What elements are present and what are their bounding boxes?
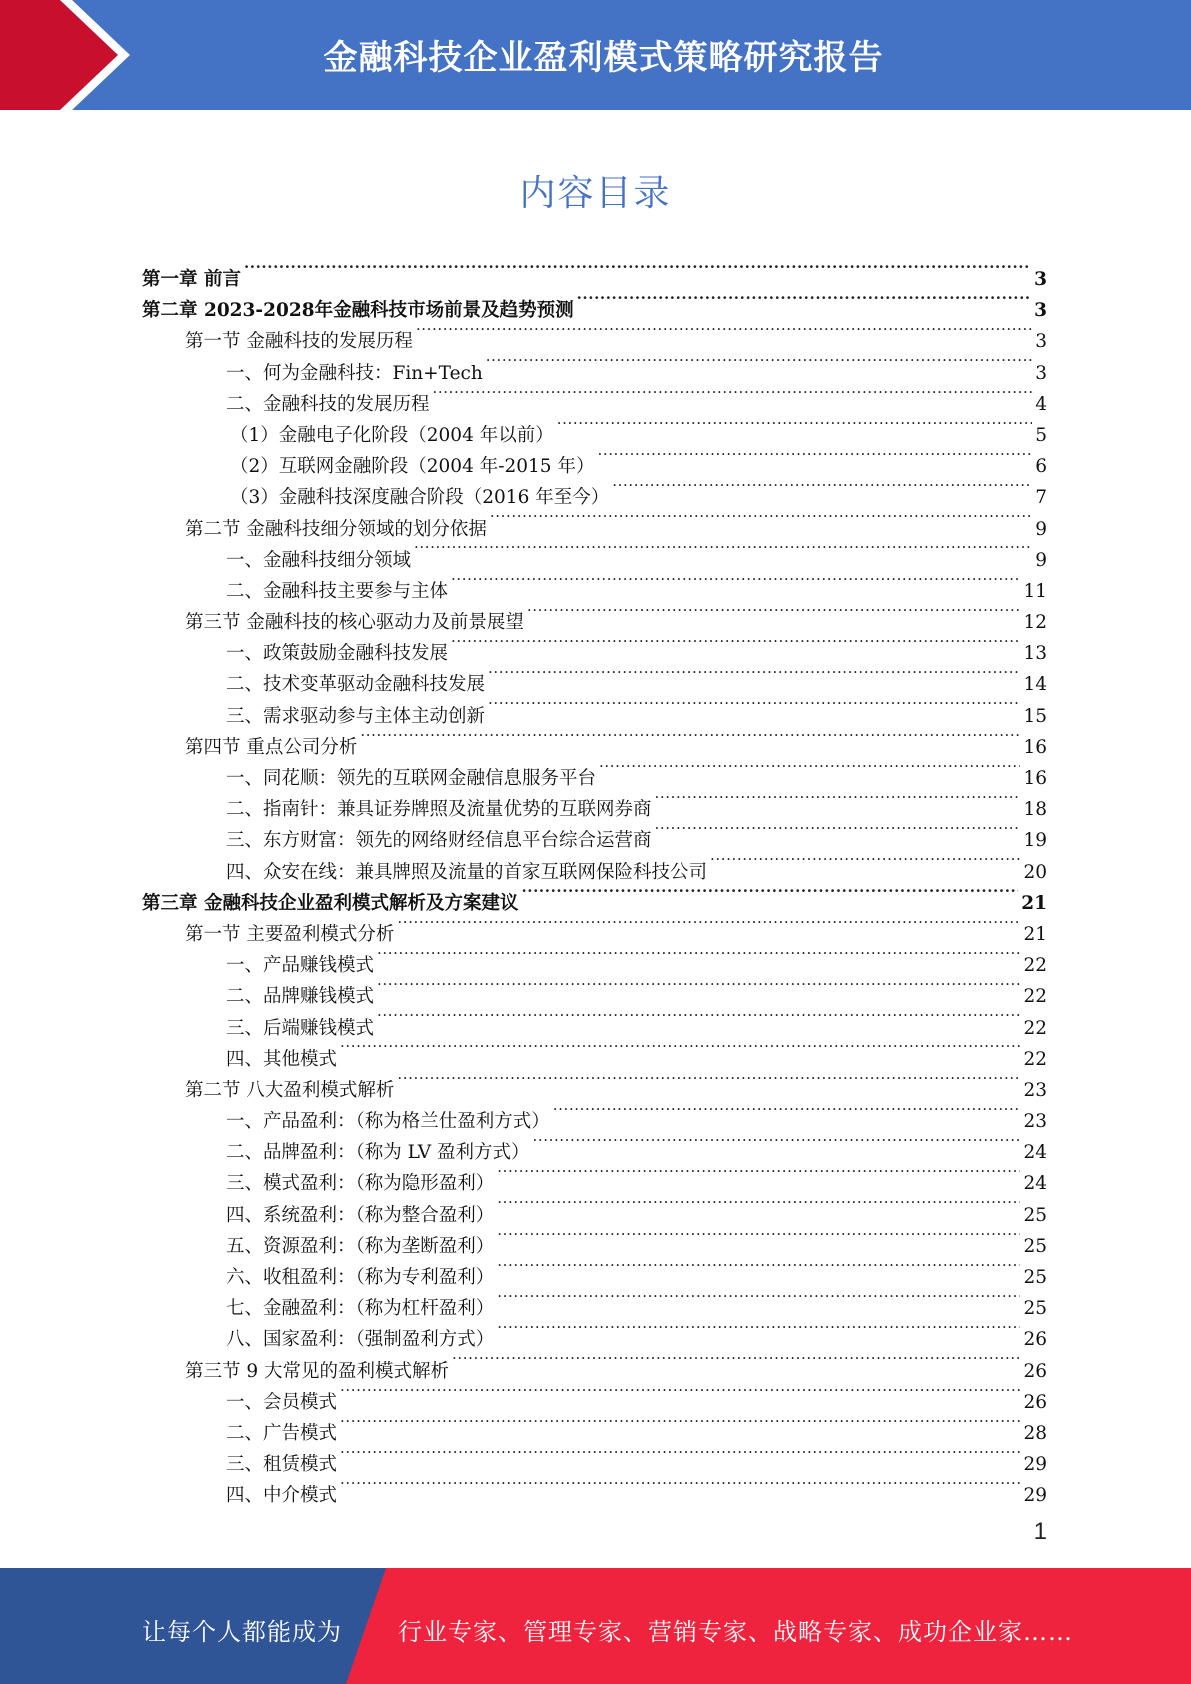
header-banner [0,0,1191,110]
toc-entry-page: 3 [1035,331,1047,353]
toc-entry-title: 第一章 前言 [142,269,241,290]
toc-entry-title: 二、品牌赚钱模式 [226,986,375,1008]
toc-dot-leader [497,1283,1020,1314]
toc-entry-title: 二、品牌盈利：（称为 LV 盈利方式） [226,1142,530,1164]
toc-dot-leader [340,1408,1020,1439]
toc-dot-leader [416,316,1032,347]
toc-entry[interactable] [142,254,1047,290]
toc-entry-page: 22 [1023,986,1047,1008]
toc-dot-leader [486,348,1032,379]
toc-entry-page: 19 [1023,830,1047,852]
toc-dot-leader [451,628,1020,659]
toc-entry-page: 18 [1023,799,1047,821]
toc-entry-page: 16 [1023,736,1047,758]
toc-entry-page: 29 [1023,1454,1047,1476]
toc-dot-leader [612,472,1032,503]
toc-entry-page: 23 [1023,1111,1047,1133]
toc-entry-page: 14 [1023,674,1047,696]
toc-dot-leader [340,1377,1020,1408]
toc-entry-title: 二、金融科技主要参与主体 [226,580,449,602]
toc-entry-title: （2）互联网金融阶段（2004 年-2015 年） [230,456,595,478]
toc-entry[interactable] [142,285,1047,322]
toc-dot-leader [452,1346,1020,1377]
toc-entry-page: 26 [1023,1329,1047,1351]
toc-dot-leader [340,1470,1020,1501]
toc-entry-page: 16 [1023,768,1047,789]
toc-dot-leader [497,1190,1020,1221]
toc-entry-page: 24 [1023,1142,1047,1164]
footer-banner [0,1568,1191,1684]
toc-dot-leader [497,1252,1020,1283]
toc-dot-leader [532,1127,1020,1158]
toc-entry-page: 12 [1023,612,1047,634]
toc-entry-page: 22 [1023,1017,1047,1039]
toc-entry-title: 二、指南针：兼具证券牌照及流量优势的互联网券商 [226,799,652,821]
toc-entry-title: 一、产品赚钱模式 [226,955,375,977]
toc-entry-page: 25 [1023,1267,1047,1288]
toc-entry-page: 24 [1023,1173,1047,1195]
toc-entry-title: 第二节 金融科技细分领域的划分依据 [185,518,487,540]
toc-entry-title: 第三节 9 大常见的盈利模式解析 [185,1360,450,1382]
toc-entry-title: 第二章 2023-2028年金融科技市场前景及趋势预测 [142,300,574,322]
toc-dot-leader [377,940,1020,971]
toc-entry-title: 七、金融盈利：（称为杠杆盈利） [226,1298,495,1320]
toc-dot-leader [414,535,1032,566]
toc-entry-page: 25 [1023,1235,1047,1257]
toc-dot-leader [488,691,1020,722]
toc-entry-title: 三、后端赚钱模式 [226,1017,375,1039]
toc-heading: 内容目录 [519,173,672,214]
toc-entry-title: 一、会员模式 [226,1391,338,1413]
toc-dot-leader [521,878,1018,909]
toc-dot-leader [433,379,1033,410]
toc-entry-page: 3 [1034,300,1047,322]
toc-dot-leader [377,971,1020,1002]
toc-dot-leader [655,784,1021,815]
toc-entry-page: 23 [1023,1079,1047,1101]
toc-dot-leader [599,753,1020,784]
toc-entry-title: 六、收租盈利：（称为专利盈利） [226,1267,495,1288]
toc-entry-page: 13 [1023,643,1047,665]
toc-entry-title: 五、资源盈利：（称为垄断盈利） [226,1235,495,1257]
toc-entry-title: （3）金融科技深度融合阶段（2016 年至今） [230,487,610,509]
toc-entry-page: 6 [1035,456,1047,478]
toc-dot-leader [577,285,1032,316]
toc-entry-title: 第三节 金融科技的核心驱动力及前景展望 [185,612,524,634]
toc-entry-title: 三、需求驱动参与主体主动创新 [226,705,486,727]
toc-dot-leader [340,1034,1020,1065]
toc-dot-leader [597,441,1032,472]
toc-dot-leader [557,410,1032,441]
toc-entry-title: 二、技术变革驱动金融科技发展 [226,674,486,696]
toc-dot-leader [377,1003,1020,1034]
toc-dot-leader [655,815,1021,846]
toc-entry-page: 3 [1034,269,1047,290]
toc-entry-page: 26 [1023,1360,1047,1382]
toc-entry-title: 三、租赁模式 [226,1454,338,1476]
toc-entry-title: 一、同花顺：领先的互联网金融信息服务平台 [226,768,597,789]
toc-entry-title: 四、系统盈利：（称为整合盈利） [226,1204,495,1226]
toc-entry-page: 9 [1035,549,1047,571]
toc-entry-page: 15 [1023,705,1047,727]
toc-entry-title: 一、产品盈利：（称为格兰仕盈利方式） [226,1111,550,1133]
toc-entry-title: 一、金融科技细分领域 [226,549,412,571]
toc-entry-title: 一、政策鼓励金融科技发展 [226,643,449,665]
toc-entry-page: 21 [1021,892,1047,914]
toc-entry-page: 25 [1023,1204,1047,1226]
toc-entry-title: 第二节 八大盈利模式解析 [185,1079,395,1101]
toc-entry-page: 4 [1035,393,1047,415]
toc-entry-page: 11 [1023,580,1047,602]
toc-dot-leader [527,597,1021,628]
toc-entry-page: 22 [1023,1048,1047,1070]
toc-dot-leader [490,504,1032,535]
toc-dot-leader [397,1065,1020,1096]
toc-entry-page: 26 [1023,1391,1047,1413]
toc-dot-leader [553,1096,1021,1127]
toc-entry-title: 四、众安在线：兼具牌照及流量的首家互联网保险科技公司 [226,861,708,883]
toc-entry-title: （1）金融电子化阶段（2004 年以前） [230,424,554,446]
toc-entry-page: 5 [1035,424,1047,446]
toc-dot-leader [497,1158,1020,1189]
toc-dot-leader [360,722,1020,753]
report-title: 金融科技企业盈利模式策略研究报告 [323,38,884,78]
footer-slogan-right: 行业专家、管理专家、营销专家、战略专家、成功企业家…… [398,1618,1073,1646]
toc-entry-title: 三、东方财富：领先的网络财经信息平台综合运营商 [226,830,652,852]
toc-entry-page: 21 [1023,923,1047,945]
toc-entry-title: 二、广告模式 [226,1422,338,1444]
toc-entry-page: 29 [1023,1485,1047,1507]
toc-dot-leader [497,1221,1020,1252]
footer-slogan-left: 让每个人都能成为 [142,1618,342,1646]
page-number: 1 [1033,1518,1047,1545]
toc-dot-leader [397,909,1020,940]
toc-dot-leader [244,254,1031,285]
toc-dot-leader [497,1314,1020,1345]
toc-entry-title: 第三章 金融科技企业盈利模式解析及方案建议 [142,892,519,914]
toc-entry-title: 第一节 金融科技的发展历程 [185,331,413,353]
toc-entry-page: 3 [1035,362,1047,384]
toc-dot-leader [488,659,1020,690]
toc-entry-title: 一、何为金融科技：Fin+Tech [226,362,483,384]
toc-entry-title: 八、国家盈利：（强制盈利方式） [226,1329,495,1351]
toc-entry-page: 7 [1035,487,1047,509]
toc-dot-leader [340,1439,1020,1470]
toc-dot-leader [710,847,1020,878]
toc-entry-title: 二、金融科技的发展历程 [226,393,430,415]
toc-entry-page: 20 [1023,861,1047,883]
toc-entry-title: 第四节 重点公司分析 [185,736,358,758]
toc-entry-title: 四、中介模式 [226,1485,338,1507]
toc-entry-page: 28 [1023,1422,1047,1444]
toc-entry-page: 22 [1023,955,1047,977]
toc-entry-title: 四、其他模式 [226,1048,338,1070]
toc-entry-title: 三、模式盈利：（称为隐形盈利） [226,1173,495,1195]
toc-dot-leader [451,566,1020,597]
table-of-contents [142,254,1047,1507]
toc-entry-title: 第一节 主要盈利模式分析 [185,923,395,945]
toc-entry-page: 25 [1023,1298,1047,1320]
toc-entry-page: 9 [1035,518,1047,540]
